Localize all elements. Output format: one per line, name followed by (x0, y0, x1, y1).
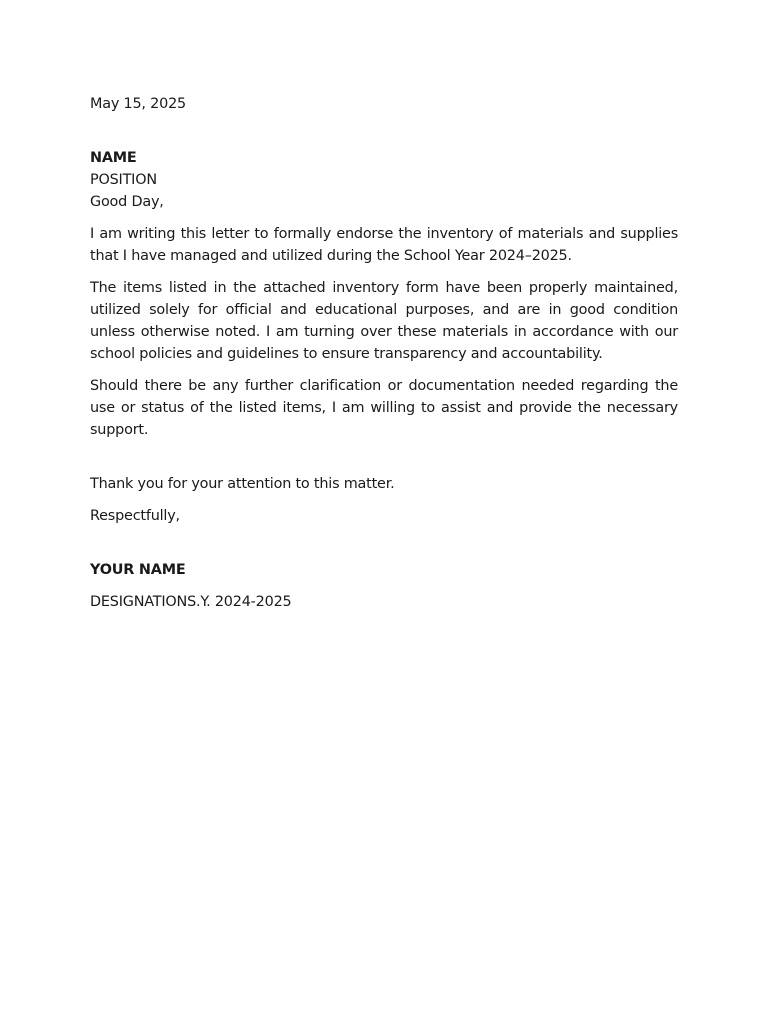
closing-line: Respectfully, (90, 508, 180, 524)
signature-designation: DESIGNATIONS.Y. 2024-2025 (90, 594, 292, 610)
recipient-name: NAME (90, 150, 137, 166)
letter-page (90, 93, 678, 613)
signature-name: YOUR NAME (90, 562, 186, 578)
body-paragraph-1: I am writing this letter to formally endorse the inventory of materials and supplies that I have managed and utilized during the School Year 2024–2025. (90, 226, 678, 264)
letter-date: May 15, 2025 (90, 96, 187, 112)
greeting: Good Day, (90, 194, 164, 210)
body-paragraph-3: Should there be any further clarification or documentation needed regarding the use or status of the listed items, I am willing to assist and provide the necessary support. (90, 378, 678, 438)
recipient-position: POSITION (90, 172, 157, 188)
body-paragraph-2: The items listed in the attached inventory form have been properly maintained, utilized solely for official and educational purposes, and are in good condition unless otherwise noted. I am turning over these materials in accordance with our school policies and guidelines to ensure transparency and accountability. (90, 280, 678, 362)
thanks-line: Thank you for your attention to this matter. (90, 476, 395, 492)
